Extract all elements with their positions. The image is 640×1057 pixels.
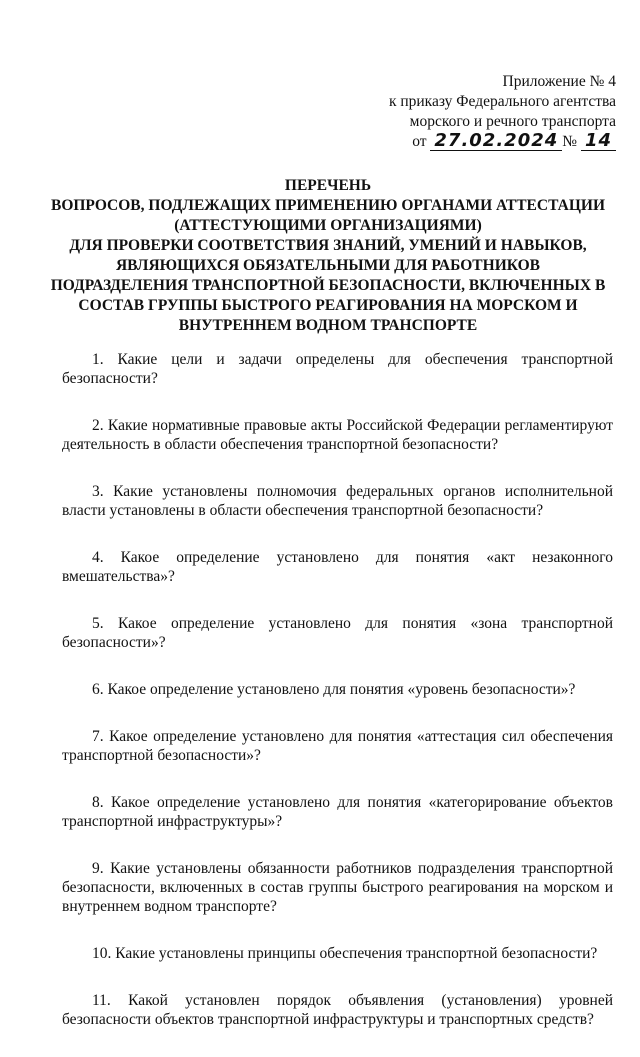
question-item: 9. Какие установлены обязанности работников подразделения транспортной безопасности, включенных в состав группы быстрого реагирования на морском и внутреннем водном транспорте? (62, 860, 613, 915)
question-item: 1. Какие цели и задачи определены для обеспечения транспортной безопасности? (62, 351, 613, 387)
question-item: 3. Какие установлены полномочия федеральных органов исполнительной власти установлены в области обеспечения транспортной безопасности? (62, 483, 613, 519)
appendix-header (389, 72, 616, 152)
appendix-number: Приложение № 4 (502, 73, 616, 90)
title-line: ЯВЛЯЮЩИХСЯ ОБЯЗАТЕЛЬНЫМИ ДЛЯ РАБОТНИКОВ (115, 257, 541, 274)
appendix-order-ref: к приказу Федерального агентства (388, 93, 616, 110)
number-label: № (562, 133, 578, 150)
question-item: 7. Какое определение установлено для понятия «аттестация сил обеспечения транспортной безопасности»? (62, 728, 613, 764)
handwritten-number: 14 (581, 132, 616, 151)
question-item: 2. Какие нормативные правовые акты Российской Федерации регламентируют деятельность в области обеспечения транспортной безопасности? (62, 417, 613, 453)
title-line: ВОПРОСОВ, ПОДЛЕЖАЩИХ ПРИМЕНЕНИЮ ОРГАНАМИ АТТЕСТАЦИИ (50, 197, 606, 214)
question-item: 10. Какие установлены принципы обеспечения транспортной безопасности? (92, 945, 598, 962)
question-item: 8. Какое определение установлено для понятия «категорирование объектов транспортной инфраструктуры»? (62, 794, 613, 830)
title-heading: ПЕРЕЧЕНЬ (284, 177, 372, 194)
questions-list (62, 350, 613, 1057)
appendix-agency: морского и речного транспорта (409, 113, 616, 130)
handwritten-date: 27.02.2024 (430, 132, 562, 151)
question-item: 6. Какое определение установлено для понятия «уровень безопасности»? (92, 681, 576, 698)
title-line: ДЛЯ ПРОВЕРКИ СООТВЕТСТВИЯ ЗНАНИЙ, УМЕНИЙ И НАВЫКОВ, (69, 237, 587, 254)
question-item: 11. Какой установлен порядок объявления (установления) уровней безопасности объектов транспортной инфраструктуры и транспортных средств? (62, 992, 613, 1028)
question-item: 4. Какое определение установлено для понятия «акт незаконного вмешательства»? (62, 549, 613, 585)
title-line: СОСТАВ ГРУППЫ БЫСТРОГО РЕАГИРОВАНИЯ НА МОРСКОМ И (78, 297, 578, 314)
title-line: (АТТЕСТУЮЩИМИ ОРГАНИЗАЦИЯМИ) (174, 217, 482, 234)
document-title (40, 176, 616, 336)
appendix-date-line (389, 132, 616, 152)
title-line: ПОДРАЗДЕЛЕНИЯ ТРАНСПОРТНОЙ БЕЗОПАСНОСТИ, ВКЛЮЧЕННЫХ В (50, 277, 606, 294)
question-item: 5. Какое определение установлено для понятия «зона транспортной безопасности»? (62, 615, 613, 651)
title-line: ВНУТРЕННЕМ ВОДНОМ ТРАНСПОРТЕ (178, 317, 478, 334)
from-label: от (412, 133, 427, 150)
